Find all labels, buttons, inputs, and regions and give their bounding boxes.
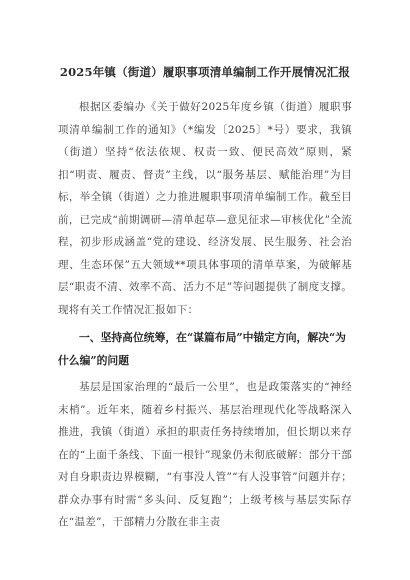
section-1-heading: 一、坚持高位统筹，在“谋篇布局”中锚定方向，解决“为什么编”的问题	[58, 331, 346, 367]
section-1-paragraph: 基层是国家治理的“最后一公里”，也是政策落实的“神经末梢”。近年来，随着乡村振兴、基层治理现代化等战略深入推进，我镇（街道）承担的职责任务持续增加，但长期以来存在的“上面千条线、下面一根针”现象仍未彻底破解：部分干部对自身职责边界模糊，“有事没人管”“有人没事管”问题并存；群众办事有时需“多头问、反复跑”；上级考核与基层实际存在“温差”，干部精力分散在非主责	[58, 381, 352, 528]
intro-paragraph: 根据区委编办《关于做好2025年度乡镇（街道）履职事项清单编制工作的通知》（*编发〔2025〕*号）要求，我镇（街道）坚持“依法依规、权责一致、便民高效”原则，紧扣“明责、履责、督责”主线，以“服务基层、赋能治理”为目标，举全镇（街道）之力推进履职事项清单编制工作。截至目前，已完成“前期调研—清单起草—意见征求—审核优化”全流程，初步形成涵盖“党的建设、经济发展、民生服务、社会治理、生态环保”五大领域**项具体事项的清单草案，为破解基层“职责不清、效率不高、活力不足”等问题提供了制度支撑。现将有关工作情况汇报如下：	[58, 101, 352, 316]
document-title: 2025年镇（街道）履职事项清单编制工作开展情况汇报	[59, 65, 351, 79]
